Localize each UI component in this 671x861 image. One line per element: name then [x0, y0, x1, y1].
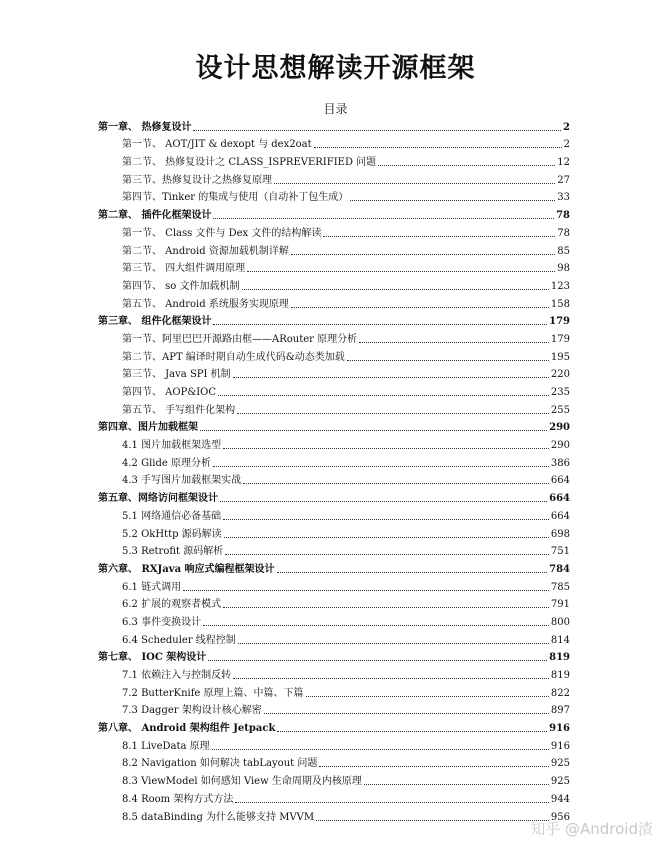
toc-entry-label: 第四节、Tinker 的集成与使用（自动补丁包生成）	[122, 192, 349, 204]
toc-leader-dots	[350, 199, 555, 201]
toc-section-row[interactable]	[98, 664, 570, 682]
toc-section-row[interactable]	[98, 594, 570, 612]
toc-page-number: 925	[550, 758, 570, 770]
toc-entry-label: 6.3 事件变换设计	[122, 616, 202, 628]
toc-entry-label: 第五章、网络访问框架设计	[98, 493, 218, 505]
toc-page-number: 664	[550, 475, 570, 487]
toc-section-row[interactable]	[98, 328, 570, 346]
toc-leader-dots	[277, 571, 548, 573]
toc-entry-label: 第五节、 Android 系统服务实现原理	[122, 298, 289, 310]
toc-section-row[interactable]	[98, 275, 570, 293]
toc-section-row[interactable]	[98, 576, 570, 594]
toc-section-row[interactable]	[98, 258, 570, 276]
toc-entry-label: 4.3 手写图片加载框架实战	[122, 475, 242, 487]
toc-section-row[interactable]	[98, 434, 570, 452]
toc-leader-dots	[243, 482, 549, 484]
toc-leader-dots	[316, 819, 549, 821]
toc-entry-label: 8.5 dataBinding 为什么能够支持 MVVM	[122, 811, 315, 823]
toc-entry-label: 7.2 ButterKnife 原理上篇、中篇、下篇	[122, 687, 304, 699]
toc-entry-label: 第一节、 Class 文件与 Dex 文件的结构解读	[122, 227, 322, 239]
toc-entry-label: 8.3 ViewModel 如何感知 View 生命周期及内核原理	[122, 776, 362, 788]
toc-entry-label: 8.1 LiveData 原理	[122, 740, 210, 752]
toc-page-number: 220	[550, 369, 570, 381]
toc-chapter-row[interactable]	[98, 311, 570, 329]
toc-section-row[interactable]	[98, 770, 570, 788]
toc-entry-label: 5.3 Retrofit 源码解析	[122, 546, 224, 558]
table-of-contents	[98, 116, 570, 824]
toc-leader-dots	[225, 553, 549, 555]
toc-leader-dots	[378, 164, 555, 166]
toc-leader-dots	[218, 394, 549, 396]
toc-leader-dots	[277, 730, 547, 732]
toc-section-row[interactable]	[98, 364, 570, 382]
toc-page-number: 956	[550, 811, 570, 823]
toc-section-row[interactable]	[98, 700, 570, 718]
toc-leader-dots	[223, 606, 549, 608]
toc-section-row[interactable]	[98, 806, 570, 824]
toc-leader-dots	[200, 429, 547, 431]
toc-leader-dots	[264, 712, 549, 714]
toc-page-number: 27	[557, 174, 570, 186]
toc-leader-dots	[213, 217, 554, 219]
toc-entry-label: 5.1 网络通信必备基础	[122, 510, 222, 522]
toc-entry-label: 6.1 链式调用	[122, 581, 182, 593]
toc-entry-label: 第二节、APT 编译时期自动生成代码&动态类加载	[122, 351, 345, 363]
toc-section-row[interactable]	[98, 753, 570, 771]
toc-leader-dots	[359, 341, 549, 343]
toc-page-number: 290	[550, 440, 570, 452]
toc-section-row[interactable]	[98, 611, 570, 629]
toc-page-number: 195	[550, 351, 570, 363]
toc-leader-dots	[274, 182, 555, 184]
toc-page-number: 698	[550, 528, 570, 540]
toc-leader-dots	[242, 288, 549, 290]
toc-leader-dots	[364, 783, 549, 785]
toc-leader-dots	[314, 146, 562, 148]
toc-entry-label: 第八章、 Android 架构组件 Jetpack	[98, 723, 276, 735]
toc-leader-dots	[347, 359, 549, 361]
toc-page-number: 78	[557, 227, 570, 239]
toc-page-number: 85	[557, 245, 570, 257]
toc-section-row[interactable]	[98, 788, 570, 806]
toc-leader-dots	[224, 536, 549, 538]
toc-chapter-row[interactable]	[98, 487, 570, 505]
toc-page-number: 386	[550, 457, 570, 469]
toc-page-number: 255	[550, 404, 570, 416]
toc-page-number: 33	[557, 192, 570, 204]
toc-entry-label: 第六章、 RXJava 响应式编程框架设计	[98, 563, 275, 575]
toc-entry-label: 7.1 依赖注入与控制反转	[122, 670, 232, 681]
toc-page-number: 785	[550, 581, 570, 593]
toc-page-number: 98	[557, 263, 570, 275]
toc-page-number: 179	[550, 333, 570, 345]
toc-leader-dots	[233, 677, 549, 679]
toc-section-row[interactable]	[98, 293, 570, 311]
toc-section-row[interactable]	[98, 222, 570, 240]
toc-page-number: 179	[549, 316, 570, 328]
toc-page-number: 123	[550, 280, 570, 292]
toc-entry-label: 第四节、 AOP&IOC	[122, 387, 217, 398]
toc-section-row[interactable]	[98, 169, 570, 187]
toc-section-row[interactable]	[98, 541, 570, 559]
toc-leader-dots	[213, 323, 547, 325]
toc-page-number: 800	[550, 616, 570, 628]
toc-chapter-row[interactable]	[98, 116, 570, 134]
toc-section-row[interactable]	[98, 381, 570, 399]
toc-page-number: 916	[549, 723, 570, 735]
toc-entry-label: 第一节、 AOT/JIT & dexopt 与 dex2oat	[122, 139, 312, 151]
toc-leader-dots	[238, 642, 549, 644]
toc-page-number: 664	[550, 510, 570, 522]
toc-entry-label: 6.2 扩展的观察者模式	[122, 599, 222, 611]
toc-entry-label: 第三节、 四大组件调用原理	[122, 263, 246, 275]
toc-section-row[interactable]	[98, 682, 570, 700]
toc-leader-dots	[233, 376, 549, 378]
toc-leader-dots	[323, 235, 555, 237]
toc-section-row[interactable]	[98, 505, 570, 523]
toc-leader-dots	[208, 659, 547, 661]
toc-page-number: 814	[550, 634, 570, 646]
watermark: 知乎 @Android渣	[530, 820, 653, 838]
toc-leader-dots	[247, 270, 555, 272]
toc-leader-dots	[223, 518, 549, 520]
toc-chapter-row[interactable]	[98, 204, 570, 222]
toc-leader-dots	[235, 801, 549, 803]
toc-heading: 目录	[323, 102, 348, 116]
toc-entry-label: 第四章、图片加载框架	[98, 422, 198, 434]
toc-section-row[interactable]	[98, 523, 570, 541]
toc-section-row[interactable]	[98, 470, 570, 488]
toc-page-number: 925	[550, 776, 570, 788]
toc-chapter-row[interactable]	[98, 647, 570, 665]
toc-entry-label: 第三章、 组件化框架设计	[98, 316, 212, 328]
toc-leader-dots	[220, 500, 547, 502]
toc-page-number: 2	[563, 139, 570, 151]
toc-section-row[interactable]	[98, 735, 570, 753]
toc-section-row[interactable]	[98, 346, 570, 364]
toc-entry-label: 6.4 Scheduler 线程控制	[122, 634, 236, 646]
toc-section-row[interactable]	[98, 134, 570, 152]
toc-page-number: 819	[550, 670, 570, 681]
toc-entry-label: 第二章、 插件化框架设计	[98, 210, 212, 222]
toc-chapter-row[interactable]	[98, 717, 570, 735]
toc-entry-label: 第二节、 热修复设计之 CLASS_ISPREVERIFIED 问题	[122, 157, 377, 169]
toc-entry-label: 7.3 Dagger 架构设计核心解密	[122, 705, 262, 717]
toc-leader-dots	[223, 447, 549, 449]
toc-section-row[interactable]	[98, 240, 570, 258]
toc-page-number: 822	[550, 687, 570, 699]
toc-leader-dots	[193, 129, 561, 131]
toc-page-number: 784	[549, 563, 570, 575]
toc-page-number: 12	[557, 157, 570, 169]
toc-page-number: 78	[556, 210, 570, 222]
toc-section-row[interactable]	[98, 151, 570, 169]
toc-entry-label: 5.2 OkHttp 源码解读	[122, 528, 222, 540]
toc-entry-label: 8.4 Room 架构方式方法	[122, 793, 234, 805]
toc-entry-label: 第七章、 IOC 架构设计	[98, 652, 207, 664]
toc-page-number: 290	[549, 422, 570, 434]
toc-entry-label: 8.2 Navigation 如何解决 tabLayout 问题	[122, 758, 318, 770]
toc-entry-label: 第三节、热修复设计之热修复原理	[122, 174, 272, 186]
toc-leader-dots	[291, 253, 555, 255]
toc-page-number: 235	[550, 387, 570, 398]
toc-page-number: 791	[550, 599, 570, 611]
toc-section-row[interactable]	[98, 187, 570, 205]
toc-leader-dots	[212, 748, 549, 750]
toc-chapter-row[interactable]	[98, 558, 570, 576]
toc-page-number: 2	[563, 121, 570, 133]
toc-entry-label: 第一章、 热修复设计	[98, 121, 192, 133]
toc-leader-dots	[237, 412, 549, 414]
toc-entry-label: 4.2 Glide 原理分析	[122, 457, 211, 469]
toc-leader-dots	[213, 465, 549, 467]
toc-leader-dots	[183, 589, 549, 591]
toc-entry-label: 第四节、 so 文件加载机制	[122, 280, 240, 292]
toc-entry-label: 第五节、 手写组件化架构	[122, 404, 236, 416]
toc-section-row[interactable]	[98, 629, 570, 647]
toc-page-number: 819	[549, 652, 570, 664]
toc-section-row[interactable]	[98, 452, 570, 470]
toc-leader-dots	[203, 624, 549, 626]
toc-entry-label: 第二节、 Android 资源加载机制详解	[122, 245, 289, 257]
document-title: 设计思想解读开源框架	[195, 53, 476, 84]
toc-entry-label: 第一节、阿里巴巴开源路由框——ARouter 原理分析	[122, 333, 358, 345]
toc-page-number: 158	[550, 298, 570, 310]
toc-page-number: 751	[550, 546, 570, 558]
toc-leader-dots	[306, 695, 549, 697]
toc-entry-label: 4.1 图片加载框架选型	[122, 440, 222, 452]
toc-chapter-row[interactable]	[98, 417, 570, 435]
toc-leader-dots	[291, 306, 549, 308]
toc-page-number: 916	[550, 740, 570, 752]
toc-page-number: 664	[549, 493, 570, 505]
toc-page-number: 897	[550, 705, 570, 717]
toc-entry-label: 第三节、 Java SPI 机制	[122, 369, 231, 381]
toc-leader-dots	[319, 765, 549, 767]
toc-section-row[interactable]	[98, 399, 570, 417]
toc-page-number: 944	[550, 793, 570, 805]
